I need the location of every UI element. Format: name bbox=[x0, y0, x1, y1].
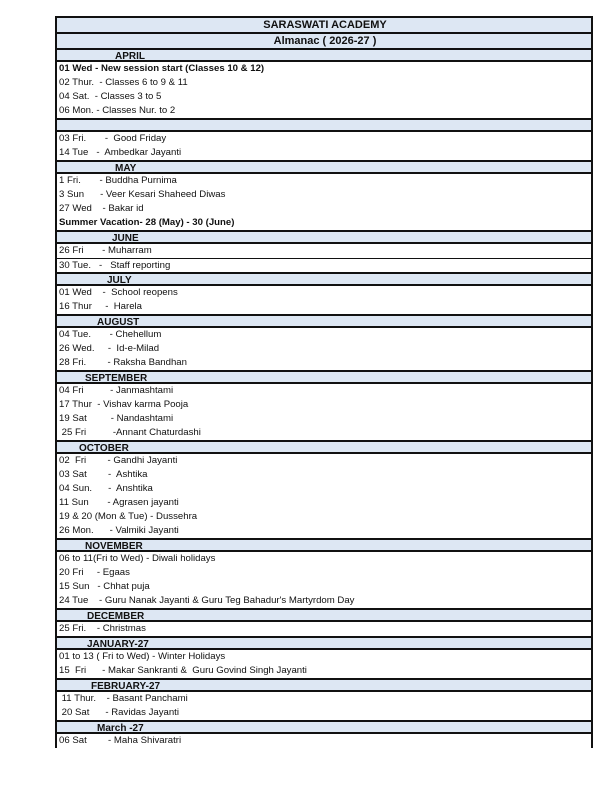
school-title: SARASWATI ACADEMY bbox=[57, 16, 591, 32]
month-header: DECEMBER bbox=[57, 608, 591, 622]
month-section bbox=[57, 272, 591, 314]
event-row: 06 Mon. - Classes Nur. to 2 bbox=[59, 105, 176, 116]
month-section bbox=[57, 160, 591, 230]
event-row: 28 Fri. - Raksha Bandhan bbox=[59, 357, 187, 368]
month-header: SEPTEMBER bbox=[57, 370, 591, 384]
month-section bbox=[57, 440, 591, 538]
event-row: 30 Tue. - Staff reporting bbox=[57, 258, 591, 272]
event-row: 01 Wed - New session start (Classes 10 & 12) bbox=[59, 63, 265, 74]
event-row: 11 Thur. - Basant Panchami bbox=[59, 693, 188, 704]
event-row: 26 Fri - Muharram bbox=[59, 245, 152, 256]
month-section bbox=[57, 538, 591, 608]
event-row: 04 Sat. - Classes 3 to 5 bbox=[59, 91, 162, 102]
month-header: NOVEMBER bbox=[57, 538, 591, 552]
event-row: 01 Wed - School reopens bbox=[59, 287, 178, 298]
event-row: 02 Fri - Gandhi Jayanti bbox=[59, 455, 178, 466]
event-row: 14 Tue - Ambedkar Jayanti bbox=[59, 147, 182, 158]
event-row: 06 to 11(Fri to Wed) - Diwali holidays bbox=[59, 553, 216, 564]
month-section bbox=[57, 608, 591, 636]
almanac-sheet bbox=[55, 16, 593, 748]
month-section bbox=[57, 48, 591, 118]
event-row: 01 to 13 ( Fri to Wed) - Winter Holidays bbox=[59, 651, 226, 662]
event-row: 17 Thur - Vishav karma Pooja bbox=[59, 399, 189, 410]
event-row: 11 Sun - Agrasen jayanti bbox=[59, 497, 179, 508]
month-header: JULY bbox=[57, 272, 591, 286]
blank-separator-row bbox=[57, 118, 591, 132]
event-row: 19 & 20 (Mon & Tue) - Dussehra bbox=[59, 511, 198, 522]
event-row: 04 Sun. - Anshtika bbox=[59, 483, 153, 494]
event-row: 20 Fri - Egaas bbox=[59, 567, 130, 578]
event-row: 04 Tue. - Chehellum bbox=[59, 329, 162, 340]
month-header: AUGUST bbox=[57, 314, 591, 328]
month-section bbox=[57, 636, 591, 678]
month-section bbox=[57, 720, 591, 748]
event-row: 1 Fri. - Buddha Purnima bbox=[59, 175, 177, 186]
event-row: 03 Sat - Ashtika bbox=[59, 469, 148, 480]
month-section bbox=[57, 314, 591, 370]
event-row: 19 Sat - Nandashtami bbox=[59, 413, 174, 424]
event-row: 15 Sun - Chhat puja bbox=[59, 581, 150, 592]
month-header: JUNE bbox=[57, 230, 591, 244]
event-row: 26 Mon. - Valmiki Jayanti bbox=[59, 525, 179, 536]
event-row: 06 Sat - Maha Shivaratri bbox=[59, 735, 182, 746]
event-row: 3 Sun - Veer Kesari Shaheed Diwas bbox=[59, 189, 226, 200]
month-section bbox=[57, 370, 591, 440]
month-header: FEBRUARY-27 bbox=[57, 678, 591, 692]
almanac-subtitle: Almanac ( 2026-27 ) bbox=[57, 32, 591, 48]
event-row: 26 Wed. - Id-e-Milad bbox=[59, 343, 160, 354]
month-header: APRIL bbox=[57, 48, 591, 62]
month-header: JANUARY-27 bbox=[57, 636, 591, 650]
event-row: Summer Vacation- 28 (May) - 30 (June) bbox=[59, 217, 235, 228]
month-header: MAY bbox=[57, 160, 591, 174]
event-row: 02 Thur. - Classes 6 to 9 & 11 bbox=[59, 77, 188, 88]
month-header: OCTOBER bbox=[57, 440, 591, 454]
event-row: 27 Wed - Bakar id bbox=[59, 203, 144, 214]
event-row: 25 Fri -Annant Chaturdashi bbox=[59, 427, 201, 438]
event-row: 24 Tue - Guru Nanak Jayanti & Guru Teg Bahadur's Martyrdom Day bbox=[59, 595, 355, 606]
event-row: 16 Thur - Harela bbox=[59, 301, 143, 312]
event-row: 25 Fri. - Christmas bbox=[59, 623, 146, 634]
month-section bbox=[57, 230, 591, 272]
months-container bbox=[57, 48, 591, 748]
event-row: 04 Fri - Janmashtami bbox=[59, 385, 174, 396]
event-row: 15 Fri - Makar Sankranti & Guru Govind Singh Jayanti bbox=[59, 665, 307, 676]
month-section bbox=[57, 678, 591, 720]
month-section bbox=[57, 118, 591, 160]
event-row: 03 Fri. - Good Friday bbox=[59, 133, 167, 144]
month-header: March -27 bbox=[57, 720, 591, 734]
event-row: 20 Sat - Ravidas Jayanti bbox=[59, 707, 179, 718]
